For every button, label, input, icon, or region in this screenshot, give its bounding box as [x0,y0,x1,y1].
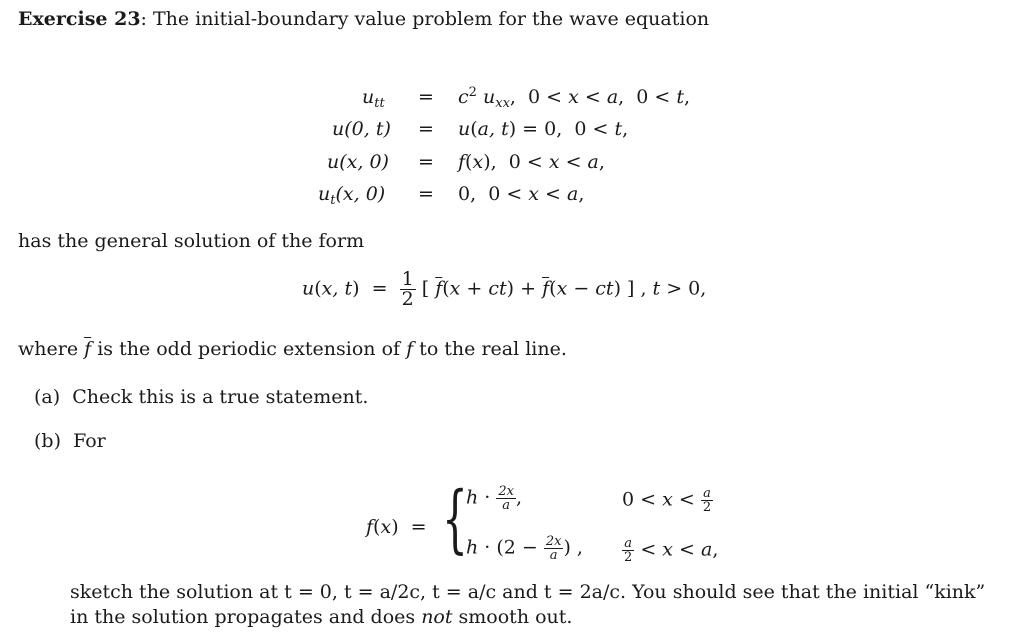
piece-1-expr: h · $\frac{2x}{a}$ , [466,484,523,513]
part-b-text: For [73,430,106,452]
exercise-heading [18,8,709,30]
piece-2-cond: $\frac{a}{2}$ < x < a, [624,536,719,565]
system-lhs-2: u(0, t) [332,118,391,140]
piece-1-cond: 0 < x < $\frac{a}{2}$ [622,486,712,515]
equals-sign: = [418,183,434,205]
sketch-text-line-2: in the solution propagates and does not smooth out. [70,606,573,628]
equals-sign: = [418,118,434,140]
dalembert-formula: u(x, t) = $\frac{1}{2}$ [ $\overline{f}(x + ct) + \overline{f}(x - ct)$ ] , t > 0, [302,268,707,310]
piece-2-expr: h · (2 − $\frac{2x}{a}$ ) , [466,534,583,563]
where-text: where $\overline{f}$ is the odd periodic extension of f to the real line. [18,338,567,360]
equals-sign: = [418,86,434,108]
emphasis-not: not [421,606,453,628]
part-a [34,386,368,408]
general-solution-text: has the general solution of the form [18,230,365,252]
part-a-label: (a) [34,386,61,408]
left-brace: { [442,476,468,562]
system-lhs-1: $u_{tt}$ [362,86,385,111]
part-b-label: (b) [34,430,61,452]
exercise-title: : The initial-boundary value problem for the wave equation [140,8,710,30]
system-rhs-1: $c^2$ $u_{xx}$, 0 < x < a, 0 < t, [458,85,691,111]
exercise-label: Exercise 23 [18,8,141,30]
system-rhs-2: u(a, t) = 0, 0 < t, [458,118,629,140]
system-lhs-3: u(x, 0) [327,151,389,173]
part-a-text: Check this is a true statement. [72,386,369,408]
part-b [34,430,106,452]
system-lhs-4: $u_t(x$, 0) [318,183,386,208]
one-half-fraction: $\frac{1}{2}$ [401,268,414,310]
piecewise-lhs: f(x) = [366,516,427,538]
system-rhs-3: f(x), 0 < x < a, [458,151,605,173]
equals-sign: = [418,151,434,173]
sketch-text-line-1: sketch the solution at t = 0, t = a/2c, t = a/c and t = 2a/c. You should see that the initial “kink” [70,581,986,603]
system-rhs-4: 0, 0 < x < a, [458,183,585,205]
